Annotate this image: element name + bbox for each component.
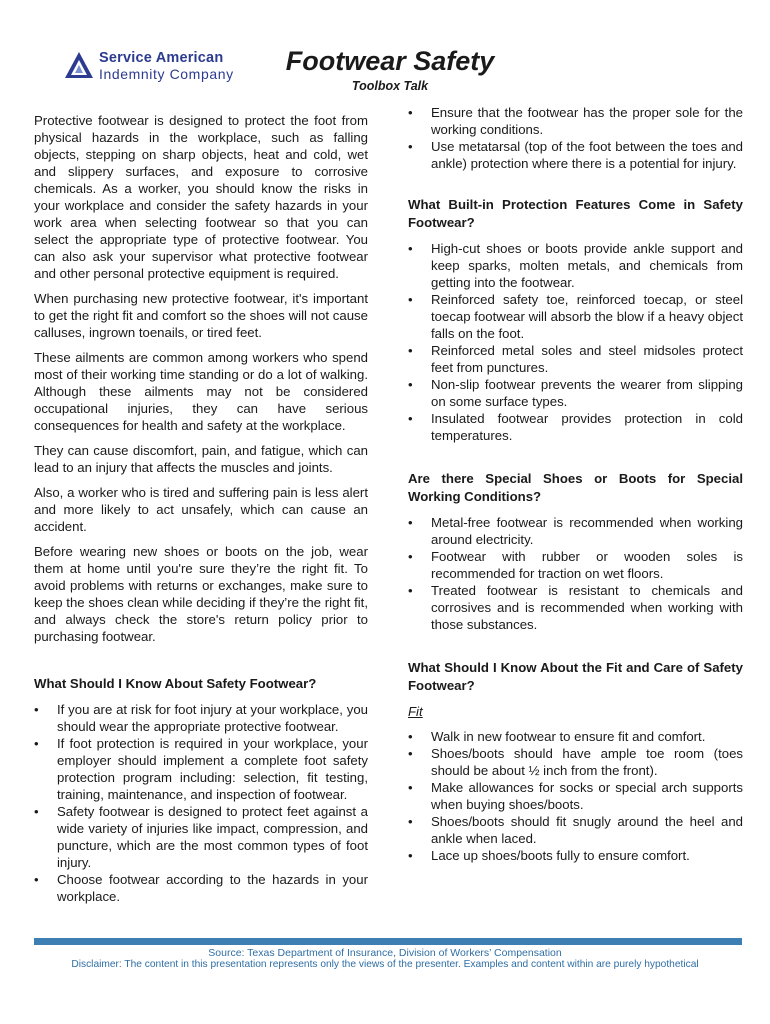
footer-disclaimer: Disclaimer: The content in this presentation represents only the views of the presenter. Examples and content within are purely hypothetical xyxy=(71,959,699,970)
list-item: • Reinforced metal soles and steel midsoles protect feet from punctures. xyxy=(408,342,743,376)
bullet-list xyxy=(34,701,368,905)
bullet-list xyxy=(408,104,743,172)
section-heading: What Built-in Protection Features Come in Safety Footwear? xyxy=(408,197,743,230)
logo-line-2: Indemnity Company xyxy=(99,66,234,82)
list-item: • If you are at risk for foot injury at your workplace, you should wear the appropriate protective footwear. xyxy=(34,701,368,735)
list-item: • Insulated footwear provides protection in cold temperatures. xyxy=(408,410,743,444)
section-heading: Are there Special Shoes or Boots for Special Working Conditions? xyxy=(408,471,743,504)
triangle-logo-icon xyxy=(64,50,94,80)
list-item: • Shoes/boots should fit snugly around the heel and ankle when laced. xyxy=(408,813,743,847)
list-item: • If foot protection is required in your workplace, your employer should implement a complete foot safety protection program including: selection, fit testing, training, maintenance, and inspection of footwear. xyxy=(34,735,368,803)
list-item: • Walk in new footwear to ensure fit and comfort. xyxy=(408,728,743,745)
bullet-list xyxy=(408,240,743,444)
list-item: • Lace up shoes/boots fully to ensure comfort. xyxy=(408,847,743,864)
list-item: • Safety footwear is designed to protect feet against a wide variety of injuries like impact, compression, and puncture, which are the most common types of foot injury. xyxy=(34,803,368,871)
right-column xyxy=(408,104,743,872)
list-item: • Reinforced safety toe, reinforced toecap, or steel toecap footwear will absorb the blow if a heavy object falls on the foot. xyxy=(408,291,743,342)
fit-paragraph: When purchasing new protective footwear, it's important to get the right fit and comfort so the shoes will not cause calluses, ingrown toenails, or tired feet. xyxy=(34,291,368,340)
page-title: Footwear Safety xyxy=(285,46,495,76)
list-item: • Make allowances for socks or special arch supports when buying shoes/boots. xyxy=(408,779,743,813)
tired-worker-paragraph: Also, a worker who is tired and suffering pain is less alert and more likely to act unsafely, which can cause an accident. xyxy=(34,485,368,534)
list-item: • Choose footwear according to the hazards in your workplace. xyxy=(34,871,368,905)
section-heading: What Should I Know About the Fit and Care of Safety Footwear? xyxy=(408,660,743,693)
company-logo xyxy=(64,48,244,84)
list-item: • Use metatarsal (top of the foot between the toes and ankle) protection where there is a potential for injury. xyxy=(408,138,743,172)
footer-divider xyxy=(34,938,742,945)
fit-subheading: Fit xyxy=(408,704,423,719)
new-shoes-paragraph: Before wearing new shoes or boots on the job, wear them at home until you're sure they’re the right fit. To avoid problems with returns or exchanges, make sure to keep the shoes clean while deciding if they’re the right fit, and always check the store's return policy prior to purchasing footwear. xyxy=(34,544,368,644)
list-item: • Shoes/boots should have ample toe room (toes should be about ½ inch from the front). xyxy=(408,745,743,779)
left-column xyxy=(34,112,368,913)
intro-paragraph: Protective footwear is designed to protect the foot from physical hazards in the workplace, such as falling objects, stepping on sharp objects, heat and cold, wet and slippery surfaces, and exposure to corrosive chemicals. As a worker, you should know the risks in your workplace and consider the safety hazards in your work area when selecting footwear so that you can select the appropriate type of protective footwear. You can also ask your supervisor what protective footwear and other personal protective equipment is required. xyxy=(34,113,368,281)
list-item: • Ensure that the footwear has the proper sole for the working conditions. xyxy=(408,104,743,138)
list-item: • Metal-free footwear is recommended when working around electricity. xyxy=(408,514,743,548)
discomfort-paragraph: They can cause discomfort, pain, and fatigue, which can lead to an injury that affects the muscles and joints. xyxy=(34,443,368,475)
section-heading: What Should I Know About Safety Footwear? xyxy=(34,676,317,691)
list-item: • Non-slip footwear prevents the wearer from slipping on some surface types. xyxy=(408,376,743,410)
footer-source: Source: Texas Department of Insurance, Division of Workers’ Compensation xyxy=(208,947,562,959)
logo-line-1: Service American xyxy=(99,50,224,66)
bullet-list xyxy=(408,728,743,864)
ailments-paragraph: These ailments are common among workers who spend most of their working time standing or do a lot of walking. Although these ailments may not be considered occupational injuries, they can have serious consequences for health and safety at the workplace. xyxy=(34,350,368,433)
bullet-list xyxy=(408,514,743,633)
list-item: • Treated footwear is resistant to chemicals and corrosives and is recommended when working with those substances. xyxy=(408,582,743,633)
list-item: • High-cut shoes or boots provide ankle support and keep sparks, molten metals, and chemicals from getting into the footwear. xyxy=(408,240,743,291)
page-subtitle: Toolbox Talk xyxy=(351,79,429,93)
list-item: • Footwear with rubber or wooden soles is recommended for traction on wet floors. xyxy=(408,548,743,582)
